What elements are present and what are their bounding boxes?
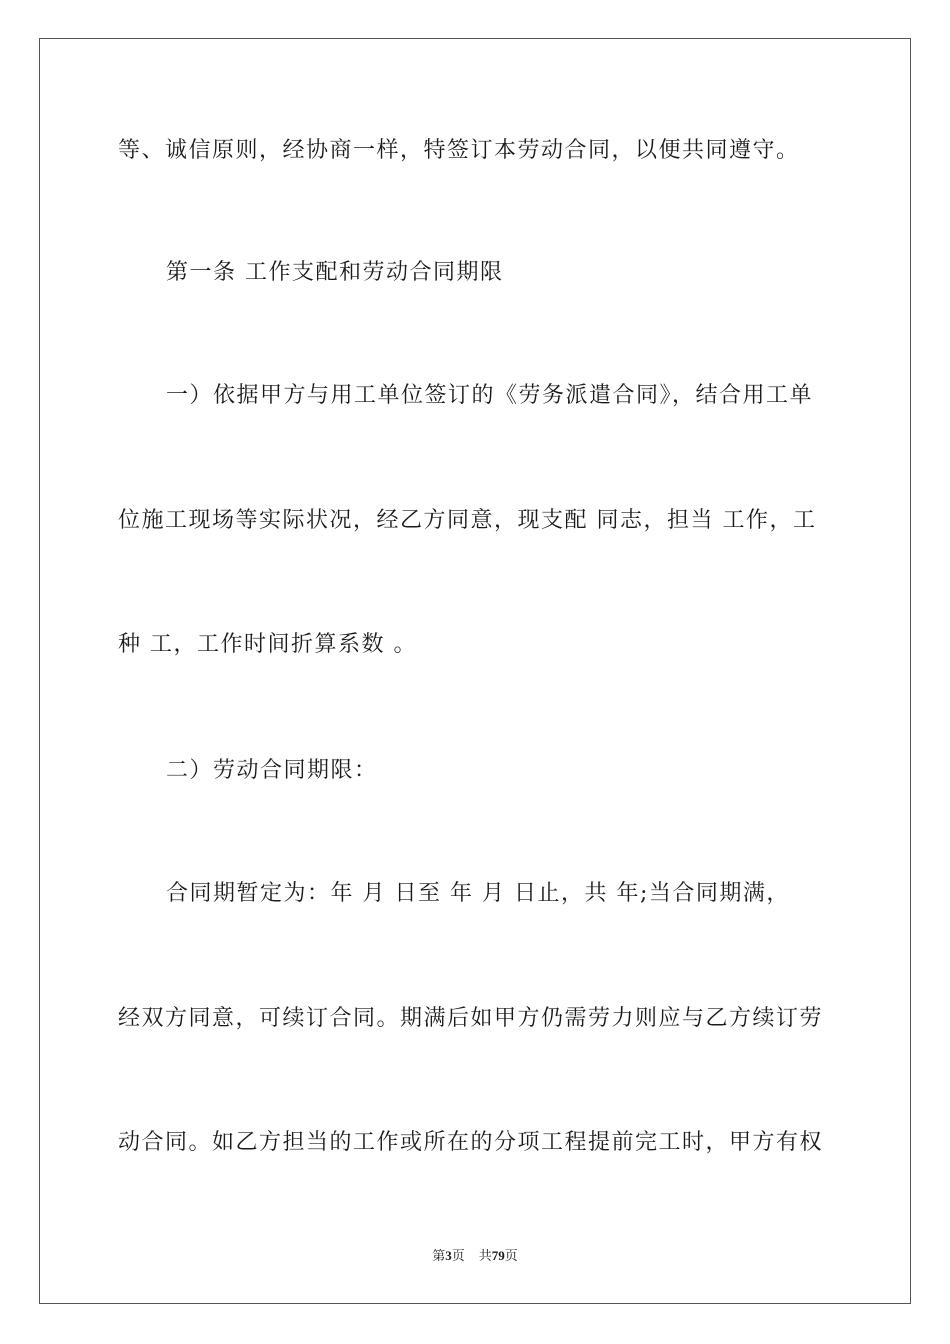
- page-unit: 页: [451, 1248, 465, 1263]
- body-line-4: 种 工，工作时间折算系数 。: [118, 632, 417, 657]
- body-line-2: 一）依据甲方与用工单位签订的《劳务派遣合同》，结合用工单: [166, 383, 814, 408]
- body-line-6: 经双方同意，可续订合同。期满后如甲方仍需劳力则应与乙方续订劳: [118, 1006, 824, 1031]
- total-unit: 页: [504, 1248, 518, 1263]
- page-frame: [39, 38, 911, 1304]
- page-prefix: 第: [432, 1248, 446, 1263]
- body-line-5: 合同期暂定为：年 月 日至 年 月 日止，共 年;当合同期满，: [166, 881, 790, 906]
- section-heading: 二）劳动合同期限：: [166, 758, 378, 783]
- total-prefix: 共: [478, 1248, 492, 1263]
- body-line-3: 位施工现场等实际状况，经乙方同意，现支配 同志，担当 工作，工: [118, 508, 817, 533]
- body-line-7: 动合同。如乙方担当的工作或所在的分项工程提前完工时，甲方有权: [118, 1130, 824, 1155]
- page-number: 3: [445, 1248, 452, 1263]
- article-heading: 第一条 工作支配和劳动合同期限: [166, 260, 504, 285]
- page-footer: [0, 1247, 950, 1265]
- body-line-1: 等、诚信原则，经协商一样，特签订本劳动合同，以便共同遵守。: [118, 138, 800, 163]
- total-pages: 79: [491, 1248, 505, 1263]
